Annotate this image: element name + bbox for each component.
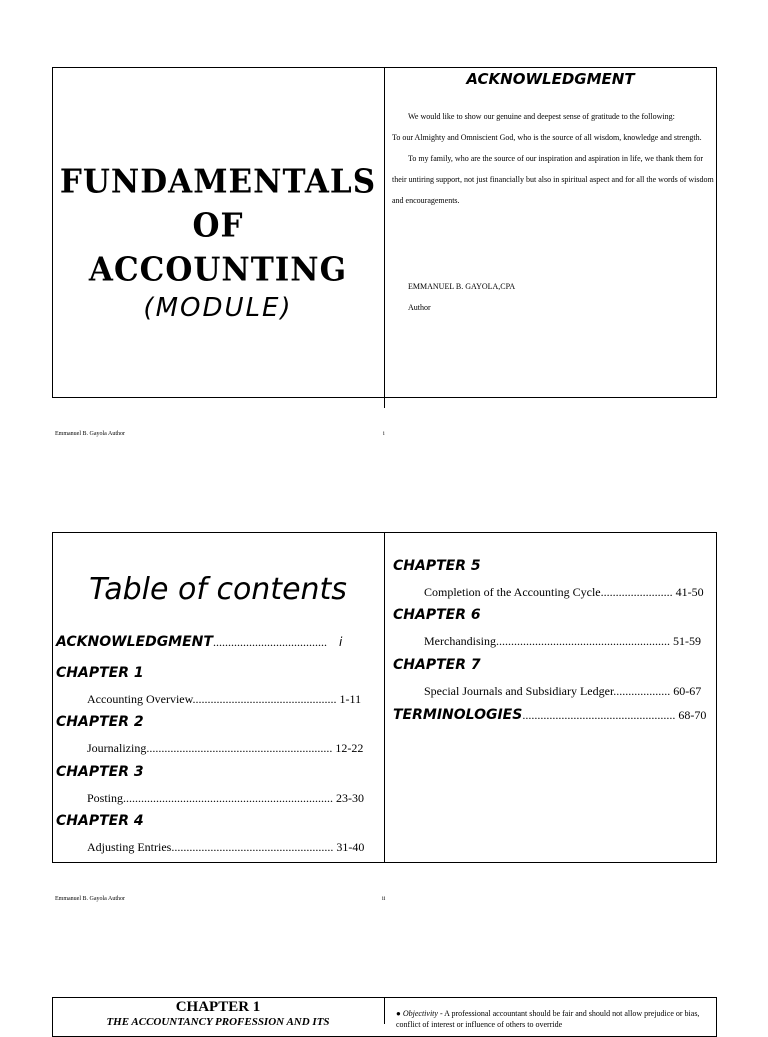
page2-number: ii: [382, 896, 386, 902]
signer-role: Author: [408, 303, 431, 312]
objectivity-paragraph: [396, 1008, 714, 1030]
page3-divider: [384, 997, 385, 1024]
toc-acknowledgment: [56, 634, 342, 650]
toc-chapter-1: CHAPTER 1: [56, 665, 144, 681]
chapter-1-subtitle: THE ACCOUNTANCY PROFESSION AND ITS: [106, 1016, 330, 1028]
bullet-icon: ●: [396, 1009, 401, 1018]
module-subtitle: (MODULE): [143, 293, 293, 323]
acknowledgment-body: [392, 106, 714, 211]
page1-number: i: [383, 431, 385, 437]
title-line-1: FUNDAMENTALS: [59, 163, 377, 201]
toc-entry-6: Merchandising.......................................................... 51-59: [424, 634, 701, 648]
page1-footer: Emmanuel B. Gayola Author: [55, 431, 125, 437]
toc-title: Table of contents: [89, 572, 347, 607]
toc-chapter-7: CHAPTER 7: [393, 657, 481, 673]
toc-entry-5: Completion of the Accounting Cycle........................ 41-50: [424, 585, 704, 599]
toc-entry-3: Posting...................................................................... 23-30: [87, 791, 365, 805]
toc-entry-2: Journalizing.............................................................. 12-22: [87, 741, 364, 755]
ack-paragraph-1: We would like to show our genuine and deepest sense of gratitude to the following:: [408, 112, 675, 121]
module-title: [53, 160, 383, 324]
page2-footer: Emmanuel B. Gayola Author: [55, 896, 125, 902]
toc-ack-dots: ......................................: [212, 635, 327, 649]
title-line-2: OF: [192, 207, 244, 245]
acknowledgment-heading: ACKNOWLEDGMENT: [466, 70, 635, 88]
ack-paragraph-3: To my family, who are the source of our inspiration and aspiration in life, we thank them for their untiring support, not just financially but also in spiritual aspect and for all the words of wisdom and encouragements.: [392, 154, 714, 205]
toc-terminologies-label: TERMINOLOGIES: [393, 707, 523, 723]
page1-divider: [384, 67, 385, 408]
toc-chapter-3: CHAPTER 3: [56, 764, 144, 780]
toc-entry-1: Accounting Overview................................................ 1-11: [87, 692, 362, 706]
toc-ack-label: ACKNOWLEDGMENT: [56, 634, 213, 650]
toc-entry-7: Special Journals and Subsidiary Ledger................... 60-67: [424, 684, 702, 698]
toc-chapter-5: CHAPTER 5: [393, 558, 481, 574]
toc-terminologies-dots: ................................................... 68-70: [522, 708, 707, 722]
toc-entry-4: Adjusting Entries...................................................... 31-40: [87, 840, 365, 854]
ack-paragraph-2: To our Almighty and Omniscient God, who is the source of all wisdom, knowledge and strength.: [392, 133, 702, 142]
page2-divider: [384, 532, 385, 863]
objectivity-text: - A professional accountant should be fair and should not allow prejudice or bias, conflict of interest or influence of others to override: [396, 1009, 700, 1029]
toc-ack-page: i: [338, 635, 343, 649]
signature-block: [408, 276, 515, 318]
toc-chapter-6: CHAPTER 6: [393, 607, 481, 623]
toc-chapter-4: CHAPTER 4: [56, 813, 144, 829]
chapter-1-title: CHAPTER 1: [175, 999, 261, 1015]
objectivity-label: Objectivity: [402, 1009, 438, 1018]
title-line-3: ACCOUNTING: [88, 251, 348, 289]
toc-terminologies: [393, 707, 706, 723]
signer-name: EMMANUEL B. GAYOLA,CPA: [408, 282, 516, 291]
toc-chapter-2: CHAPTER 2: [56, 714, 144, 730]
